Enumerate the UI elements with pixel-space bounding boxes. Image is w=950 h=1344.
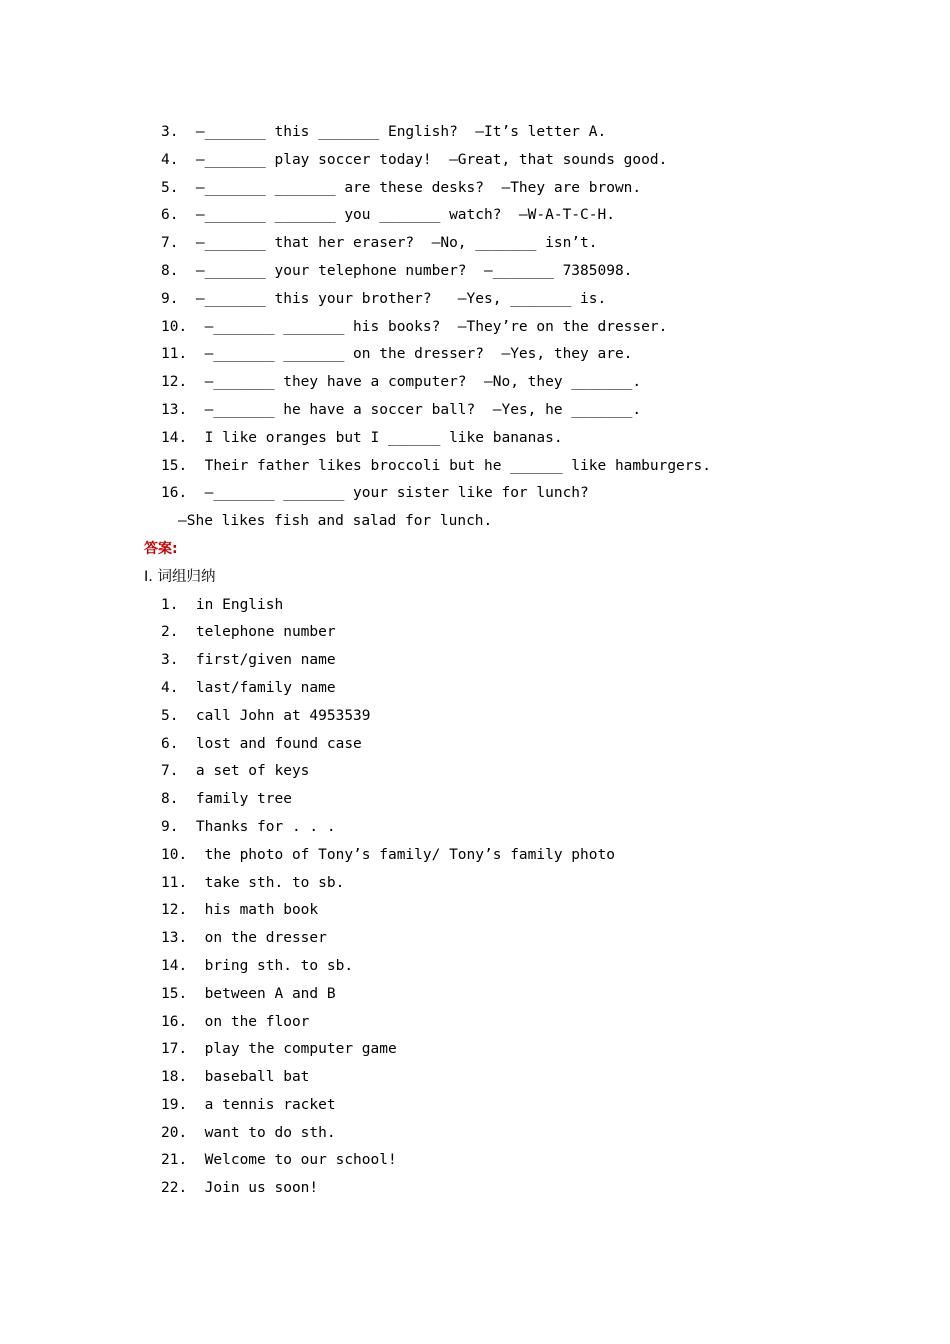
exercise-item: 14. I like oranges but I ______ like bananas. <box>161 429 563 446</box>
section-label <box>144 564 904 592</box>
answer-item: 14. bring sth. to sb. <box>161 957 354 974</box>
exercise-item: 15. Their father likes broccoli but he ______ like hamburgers. <box>161 457 711 474</box>
answer-item: 19. a tennis racket <box>161 1096 336 1113</box>
section-label-text: I. 词组归纳 <box>144 568 216 585</box>
exercise-item: 3. —_______ this _______ English? —It’s letter A. <box>161 124 607 140</box>
answer-item: 7. a set of keys <box>161 763 310 780</box>
exercise-item: 5. —_______ _______ are these desks? —They are brown. <box>161 179 642 196</box>
exercise-item: 8. —_______ your telephone number? —_______ 7385098. <box>161 262 633 279</box>
answer-item: 18. baseball bat <box>161 1069 310 1086</box>
exercise-item: 11. —_______ _______ on the dresser? —Yes, they are. <box>161 346 633 363</box>
content-list <box>144 119 904 1203</box>
answer-item: 8. family tree <box>161 791 292 808</box>
exercise-item: 4. —_______ play soccer today! —Great, that sounds good. <box>161 151 668 168</box>
exercise-continuation: —She likes fish and salad for lunch. <box>178 513 493 530</box>
answer-item: 13. on the dresser <box>161 930 327 947</box>
answer-item: 3. first/given name <box>161 652 336 669</box>
answer-item: 5. call John at 4953539 <box>161 707 371 724</box>
exercise-item: 7. —_______ that her eraser? —No, _______ isn’t. <box>161 235 598 252</box>
exercise-item: 9. —_______ this your brother? —Yes, _______ is. <box>161 290 607 307</box>
exercise-item: 10. —_______ _______ his books? —They’re on the dresser. <box>161 318 668 335</box>
exercise-item: 16. —_______ _______ your sister like for lunch? <box>161 485 589 502</box>
answers-title: 答案: <box>144 540 178 557</box>
exercise-item: 6. —_______ _______ you _______ watch? —W-A-T-C-H. <box>161 207 615 224</box>
answer-item: 1. in English <box>161 596 284 613</box>
answer-item: 4. last/family name <box>161 679 336 696</box>
answer-item: 17. play the computer game <box>161 1041 397 1058</box>
exercise-item: 12. —_______ they have a computer? —No, they _______. <box>161 374 642 391</box>
answer-item: 11. take sth. to sb. <box>161 874 345 891</box>
answer-item: 12. his math book <box>161 902 319 919</box>
answer-item: 21. Welcome to our school! <box>161 1152 397 1169</box>
answer-item: 10. the photo of Tony’s family/ Tony’s family photo <box>161 846 615 863</box>
answer-item: 9. Thanks for . . . <box>161 818 336 835</box>
answer-item: 2. telephone number <box>161 624 336 641</box>
answer-item: 6. lost and found case <box>161 735 362 752</box>
answer-item: 22. Join us soon! <box>161 1180 319 1197</box>
answer-item: 16. on the floor <box>161 1013 310 1030</box>
exercise-item: 13. —_______ he have a soccer ball? —Yes, he _______. <box>161 401 642 418</box>
answer-item: 15. between A and B <box>161 985 336 1002</box>
answer-item: 20. want to do sth. <box>161 1124 336 1141</box>
